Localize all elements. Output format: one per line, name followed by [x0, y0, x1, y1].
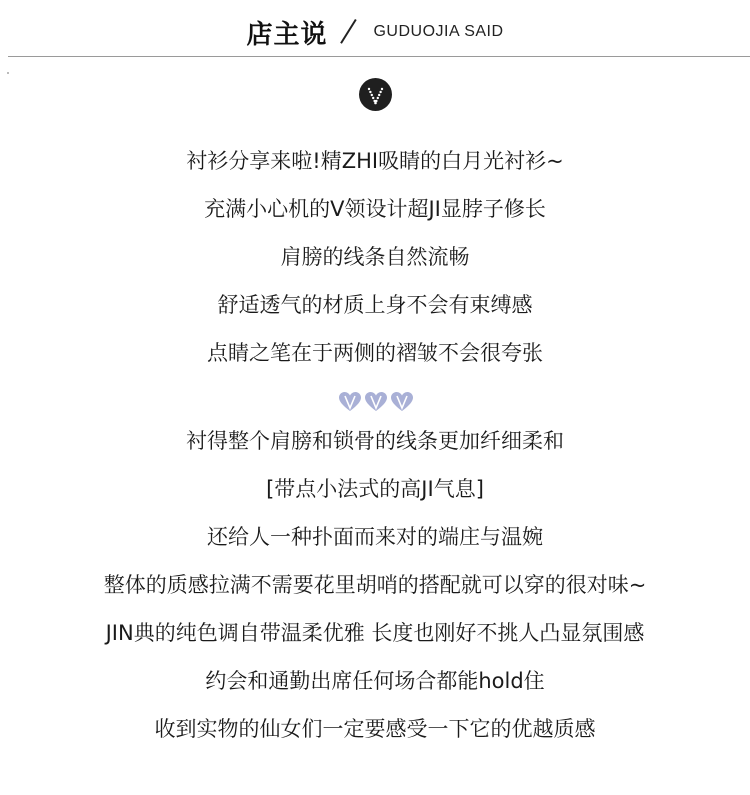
decorative-dot [7, 72, 9, 74]
header-title-cn: 店主说 [246, 19, 328, 50]
text-line: 衬衫分享来啦!精ZHI吸睛的白月光衬衫~ [186, 149, 564, 173]
text-line: 约会和通勤出席任何场合都能hold住 [205, 669, 545, 693]
text-line: 收到实物的仙女们一定要感受一下它的优越质感 [154, 717, 596, 741]
text-line: 还给人一种扑面而来对的端庄与温婉 [207, 525, 543, 549]
text-line: JIN典的纯色调自带温柔优雅 长度也刚好不挑人凸显氛围感 [105, 621, 645, 645]
text-line: [带点小法式的高JI气息] [266, 477, 484, 501]
header-title-en: GUDUOJIA SAID [373, 23, 504, 40]
heart-icon [364, 391, 388, 413]
heart-icon [390, 391, 414, 413]
text-line: 充满小心机的V领设计超JI显脖子修长 [204, 197, 546, 221]
heart-icon [338, 391, 362, 413]
section-header [0, 10, 750, 54]
text-line: 衬得整个肩膀和锁骨的线条更加纤细柔和 [186, 429, 564, 453]
text-line: 舒适透气的材质上身不会有束缚感 [217, 293, 533, 317]
text-line: 整体的质感拉满不需要花里胡哨的搭配就可以穿的很对味~ [103, 573, 647, 597]
description-text-block [0, 142, 750, 758]
v-letter-badge-icon [359, 78, 392, 111]
slash-divider-icon [339, 19, 359, 45]
header-rule [8, 56, 750, 57]
text-line: 肩膀的线条自然流畅 [280, 245, 470, 269]
text-line: 点睛之笔在于两侧的褶皱不会很夸张 [207, 341, 543, 365]
hearts-divider [0, 382, 750, 422]
